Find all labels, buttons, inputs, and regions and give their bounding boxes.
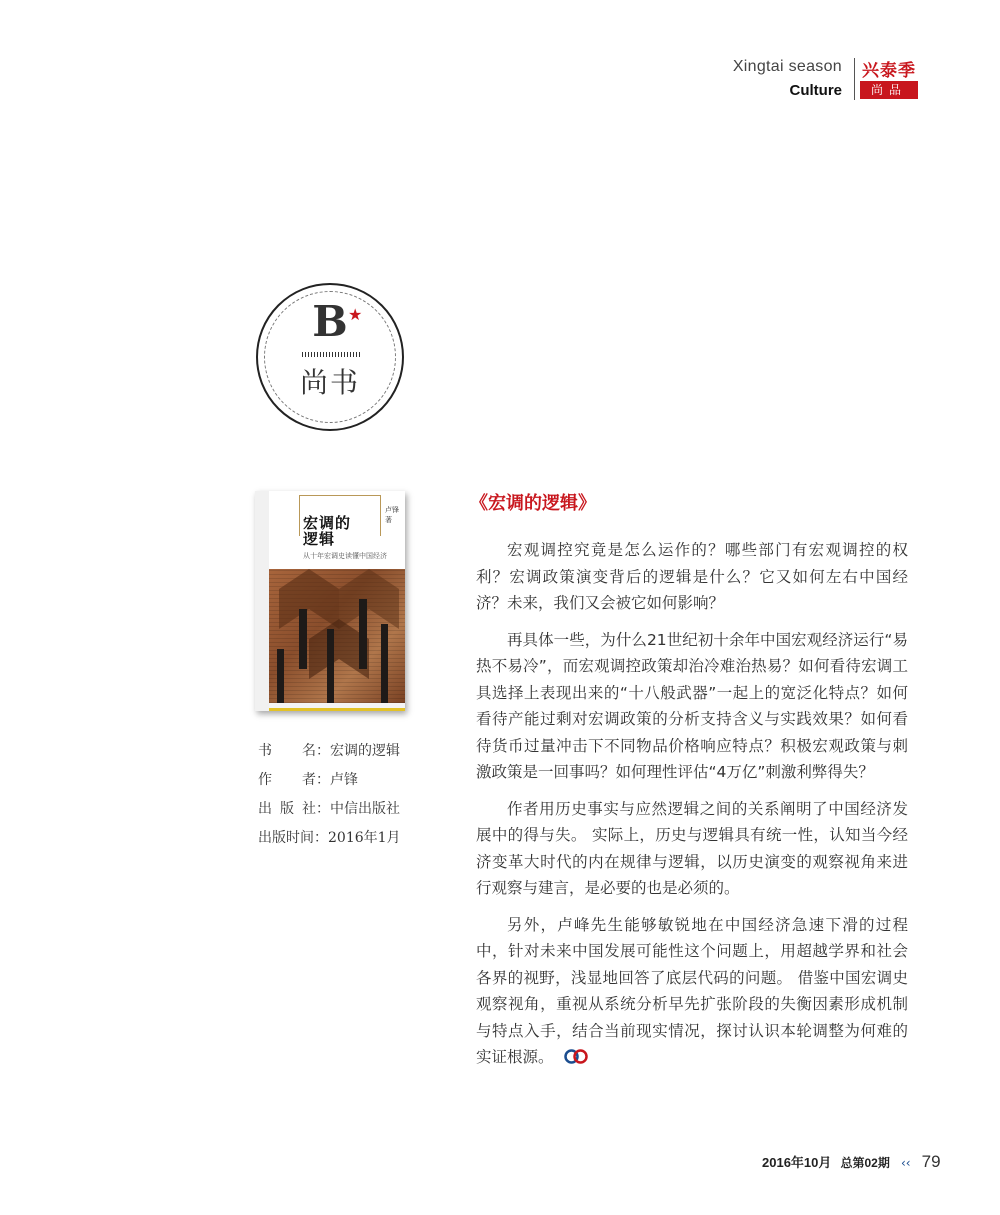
- book-info-value: 中信出版社: [330, 801, 400, 817]
- book-info-row: 作 者：卢锋: [258, 766, 401, 795]
- book-cover-brick-artwork: [269, 569, 405, 703]
- magazine-logo: 兴泰季: [862, 61, 916, 81]
- book-cover: [255, 491, 405, 711]
- header-divider: [854, 58, 855, 100]
- book-info-row: 出版时间：2016年1月: [258, 824, 401, 853]
- brick-pattern: [269, 569, 405, 703]
- article-body: [476, 537, 908, 1081]
- book-info-label: 书 名: [258, 743, 316, 759]
- article-title: 《宏调的逻辑》: [470, 493, 596, 514]
- article-paragraph: 再具体一些，为什么21世纪初十余年中国宏观经济运行“易热不易冷”，而宏观调控政策却治冷难治热易？如何看待宏调工具选择上表现出来的“十八般武器”一起上的宽泛化特点？如何看待产能过剩对宏调政策的分析支持含义与实践效果？如何看待货币过量冲击下不同物品价格响应特点？积极宏观政策与刺激政策是一回事吗？如何理性评估“4万亿”刺激利弊得失？: [476, 630, 908, 781]
- book-info-value: 卢锋: [330, 772, 358, 788]
- article-paragraph: 宏观调控究竟是怎么运作的？哪些部门有宏观调控的权利？宏调政策演变背后的逻辑是什么？它又如何左右中国经济？未来，我们又会被它如何影响？: [476, 541, 908, 612]
- badge-ruler: [302, 352, 362, 357]
- end-mark-icon: [564, 1049, 588, 1064]
- book-info-value: 2016年1月: [328, 830, 401, 846]
- magazine-name: Xingtai season: [732, 58, 842, 75]
- article-paragraph-last: [476, 912, 908, 1071]
- book-info-label: 出版时间: [258, 830, 314, 846]
- book-cover-subtitle: 从十年宏调史读懂中国经济: [303, 552, 387, 560]
- issue-date: 2016年10月: [762, 1155, 832, 1170]
- book-cover-title-line2: 逻辑: [303, 530, 336, 548]
- page-number: 79: [921, 1152, 941, 1171]
- book-info-row: 出版社：中信出版社: [258, 795, 401, 824]
- badge-letter: B: [312, 297, 348, 346]
- section-label: Culture: [789, 82, 842, 99]
- column-tag: 尚品: [860, 81, 918, 99]
- book-cover-band: [269, 708, 405, 711]
- book-cover-title: [303, 515, 351, 547]
- article-paragraph-text: 另外，卢峰先生能够敏锐地在中国经济急速下滑的过程中，针对未来中国发展可能性这个问题上，用超越学界和社会各界的视野，浅显地回答了底层代码的问题。 借鉴中国宏调史观察视角，重视从系统分析早先扩张阶段的失衡因素形成机制与特点入手，结合当前现实情况，探讨认识本轮调整为何难的实证根源。: [476, 915, 908, 1066]
- book-cover-title-line1: 宏调的: [303, 514, 352, 532]
- article-paragraph: 作者用历史事实与应然逻辑之间的关系阐明了中国经济发展中的得与失。 实际上，历史与逻辑具有统一性，认知当今经济变革大时代的内在规律与逻辑，以历史演变的观察视角来进行观察与建言，是必要的也是必须的。: [476, 799, 908, 897]
- issue-number: 总第02期: [840, 1156, 890, 1170]
- double-chevron-icon: ‹‹: [900, 1156, 911, 1170]
- book-cover-author: 卢锋 著: [385, 506, 399, 524]
- badge-label: 尚书: [299, 366, 360, 399]
- page-footer: [762, 1152, 941, 1172]
- section-badge: [256, 283, 404, 431]
- book-info: [258, 737, 401, 853]
- star-icon: ★: [348, 305, 363, 324]
- book-info-row: 书 名：宏调的逻辑: [258, 737, 401, 766]
- book-spine: [255, 491, 270, 711]
- book-cover-bottom: [269, 703, 405, 711]
- book-info-label: 作 者: [258, 772, 316, 788]
- book-info-label: 出版社: [258, 801, 316, 817]
- page-header: [690, 56, 930, 106]
- book-info-value: 宏调的逻辑: [330, 743, 400, 759]
